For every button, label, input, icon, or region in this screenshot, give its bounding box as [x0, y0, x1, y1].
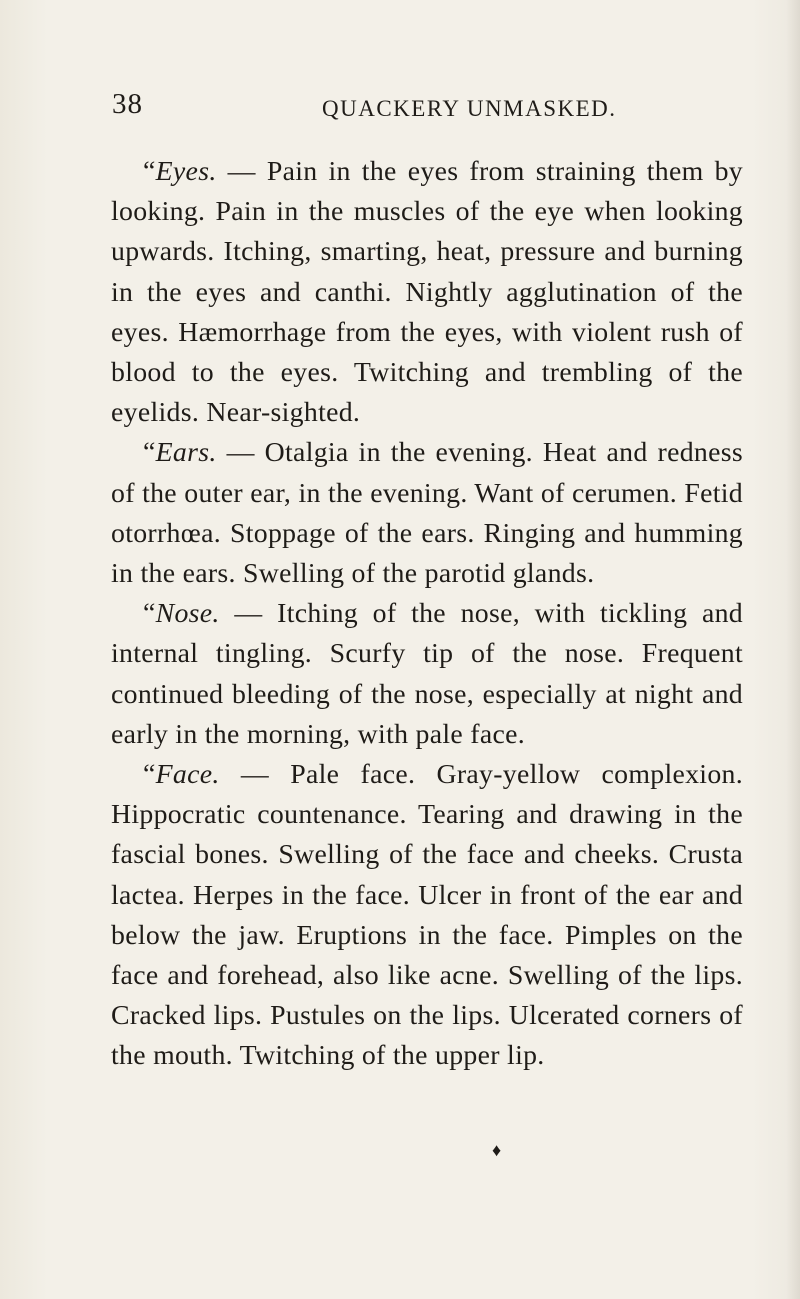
page-edge-shadow — [786, 0, 800, 1299]
running-title: QUACKERY UNMASKED. — [322, 96, 617, 121]
paragraph-ears — [111, 433, 743, 594]
section-title-face: Face. — [155, 759, 220, 791]
open-quote: “ — [143, 156, 156, 187]
paragraph-nose — [111, 594, 743, 755]
page-number: 38 — [112, 88, 143, 120]
open-quote: “ — [143, 759, 156, 791]
section-title-nose: Nose. — [155, 598, 220, 630]
em-dash: — — [219, 598, 278, 630]
paragraph-text-face: Pale face. Gray-yellow complexion. Hippocratic countenance. Tearing and drawing in the fascial bones. Swelling of the face and cheeks. Crusta lactea. Herpes in the face. Ulcer in front of the ear and below the jaw. Eruptions in the face. Pimples on the face and forehead, also like acne. Swelling of the lips. Cracked lips. Pustules on the lips. Ulcerated corners of the mouth. Twitching of the upper lip. — [111, 759, 743, 1072]
paragraph-face — [111, 755, 743, 1077]
paragraph-text-ears: Otalgia in the evening. Heat and redness of the outer ear, in the evening. Want of cerumen. Fetid otorrhœa. Stoppage of the ears. Ringing and humming in the ears. Swelling of the parotid glands. — [111, 437, 743, 590]
em-dash: — — [216, 437, 265, 469]
paragraph-text-eyes: Pain in the eyes from straining them by looking. Pain in the muscles of the eye when looking upwards. Itching, smarting, heat, pressure and burning in the eyes and canthi. Nightly agglutination of the eyes. Hæmorrhage from the eyes, with violent rush of blood to the eyes. Twitching and trembling of the eyelids. Near-sighted. — [111, 156, 743, 429]
paragraph-text-nose: Itching of the nose, with tickling and internal tingling. Scurfy tip of the nose. Frequent continued bleeding of the nose, especially at night and early in the morning, with pale face. — [111, 598, 743, 750]
open-quote: “ — [143, 437, 156, 469]
open-quote: “ — [143, 598, 156, 630]
section-title-eyes: Eyes. — [155, 156, 217, 187]
em-dash: — — [216, 156, 267, 187]
em-dash: — — [219, 759, 291, 791]
ink-mark-icon: ♦ — [492, 1140, 502, 1160]
page-header — [112, 88, 752, 128]
body-text — [111, 152, 743, 1077]
section-title-ears: Ears. — [155, 437, 217, 469]
paragraph-eyes — [111, 152, 743, 433]
